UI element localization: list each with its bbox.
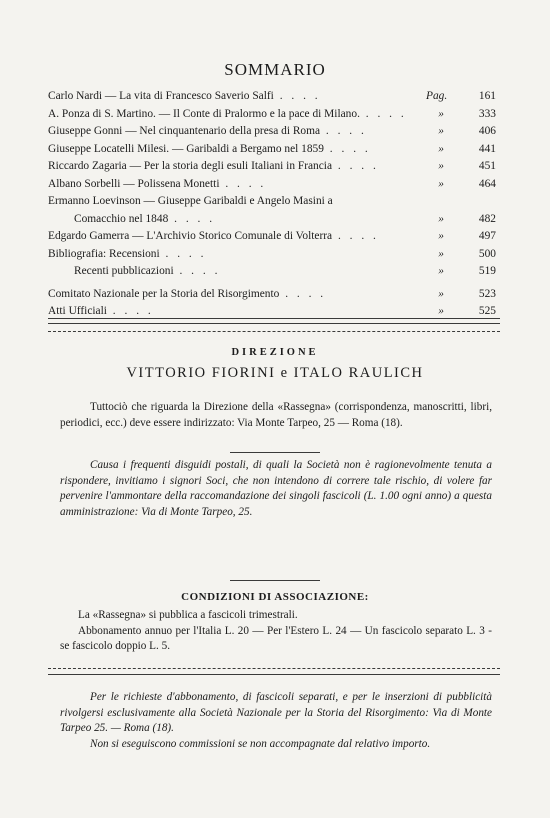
toc-entry xyxy=(48,228,496,246)
toc-entry-page: 451 xyxy=(478,160,496,172)
toc-entry xyxy=(48,158,496,176)
toc-entry-mark: » xyxy=(438,230,444,242)
toc-entry-page: 161 xyxy=(478,90,496,102)
toc-entry xyxy=(48,123,496,141)
toc-entry xyxy=(48,211,496,229)
toc-entry-page: 406 xyxy=(478,125,496,137)
toc-entry-title: Albano Sorbelli — Polissena Monetti xyxy=(48,177,220,190)
leader-dots: . . . . xyxy=(273,90,321,102)
toc-entry-title: Comitato Nazionale per la Storia del Risorgimento xyxy=(48,287,280,300)
divider xyxy=(48,674,500,675)
toc-entry-title: Bibliografia: Recensioni xyxy=(48,247,160,260)
leader-dots: . . . . xyxy=(359,107,407,120)
leader-dots: . . . . xyxy=(159,247,207,260)
direzione-heading: DIREZIONE xyxy=(231,347,319,358)
toc-entry-page: 523 xyxy=(478,287,496,300)
toc-entry-page: 497 xyxy=(478,230,496,242)
toc-entry-title: Giuseppe Locatelli Milesi. — Garibaldi a Bergamo nel 1859 xyxy=(48,142,324,155)
page-title: SOMMARIO xyxy=(224,60,326,79)
divider xyxy=(48,331,500,332)
toc-entry-page: 441 xyxy=(478,142,496,155)
toc-entry xyxy=(48,246,496,264)
toc-entry-page: 482 xyxy=(478,212,496,225)
toc-entry-mark: » xyxy=(438,160,444,172)
leader-dots: . . . . xyxy=(279,287,327,300)
toc-entry xyxy=(48,141,496,159)
toc-entry-title: Recenti pubblicazioni xyxy=(74,265,174,277)
divider xyxy=(48,318,500,319)
condizioni-text xyxy=(60,608,492,655)
toc-entry xyxy=(48,193,496,211)
toc-entry-title: Ermanno Loevinson — Giuseppe Garibaldi e Angelo Masini a xyxy=(48,195,333,207)
toc-entry-page: 464 xyxy=(478,177,496,190)
toc-entry-page: 519 xyxy=(478,265,496,277)
toc-entry xyxy=(48,263,496,281)
table-of-contents xyxy=(48,88,496,321)
condizioni-line: La «Rassegna» si pubblica a fascicoli trimestrali. xyxy=(78,609,298,621)
condizioni-heading: CONDIZIONI DI ASSOCIAZIONE: xyxy=(181,591,369,603)
toc-entry xyxy=(48,286,496,304)
toc-entry-mark: » xyxy=(438,305,444,317)
leader-dots: . . . . xyxy=(332,160,379,172)
subscription-notice xyxy=(60,690,492,752)
toc-entry-title: Giuseppe Gonni — Nel cinquantenario della presa di Roma xyxy=(48,125,321,137)
leader-dots: . . . . xyxy=(106,305,154,317)
toc-entry xyxy=(48,106,496,124)
toc-entry-title: A. Ponza di S. Martino. — Il Conte di Pralormo e la pace di Milano. xyxy=(48,107,360,120)
condizioni-line: Abbonamento annuo per l'Italia L. 20 — Per l'Estero L. 24 — Un fascicolo separato L. 3 - se fascicolo doppio L. 5. xyxy=(60,624,492,652)
toc-entry-title: Comacchio nel 1848 xyxy=(74,212,169,225)
subscription-line: Non si eseguiscono commissioni se non accompagnate dal relativo importo. xyxy=(90,737,431,750)
leader-dots: . . . . xyxy=(332,230,379,242)
toc-entry-title: Atti Ufficiali xyxy=(48,305,107,317)
toc-entry-page: 525 xyxy=(478,305,496,317)
toc-entry-mark: » xyxy=(438,247,444,260)
leader-dots: . . . . xyxy=(323,142,371,155)
toc-entry-mark: » xyxy=(438,177,444,190)
toc-entry-mark: » xyxy=(438,125,444,137)
leader-dots: . . . . xyxy=(219,177,267,190)
toc-entry-mark: » xyxy=(438,142,444,155)
toc-entry-mark: Pag. xyxy=(426,90,448,102)
toc-entry-mark: » xyxy=(438,107,444,120)
toc-entry-mark: » xyxy=(438,212,444,225)
leader-dots: . . . . xyxy=(173,265,221,277)
short-divider xyxy=(230,580,320,581)
leader-dots: . . . . xyxy=(320,125,367,137)
toc-entry xyxy=(48,176,496,194)
toc-entry-title: Riccardo Zagaria — Per la storia degli esuli Italiani in Francia xyxy=(48,160,333,172)
leader-dots: . . . . xyxy=(168,212,216,225)
toc-entry xyxy=(48,88,496,106)
short-divider xyxy=(230,452,320,453)
divider xyxy=(48,668,500,669)
direzione-notice: Tuttociò che riguarda la Direzione della «Rassegna» (corrispondenza, manoscritti, libri, periodici, ecc.) deve essere indirizzato: Via Monte Tarpeo, 25 — Roma (18). xyxy=(60,401,492,429)
toc-entry-mark: » xyxy=(438,287,444,300)
divider xyxy=(48,323,500,324)
toc-entry-page: 500 xyxy=(478,247,496,260)
toc-entry-mark: » xyxy=(438,265,444,277)
direzione-names: VITTORIO FIORINI e ITALO RAULICH xyxy=(126,365,424,381)
postal-notice: Causa i frequenti disguidi postali, di quali la Società non è ragionevolmente tenuta a rispondere, invitiamo i signori Soci, che non intendono di correre tale rischio, di volere far pervenire l'ammontare della raccomandazione dei singoli fascicoli (L. 1.00 ogni anno) a questa amministrazione: Via di Monte Tarpeo, 25. xyxy=(60,459,492,518)
toc-entry-title: Carlo Nardi — La vita di Francesco Saverio Salfi xyxy=(48,90,274,102)
toc-entry-title: Edgardo Gamerra — L'Archivio Storico Comunale di Volterra xyxy=(48,230,333,242)
toc-entry-page: 333 xyxy=(478,107,496,120)
subscription-line: Per le richieste d'abbonamento, di fascicoli separati, e per le inserzioni di pubblicità rivolgersi esclusivamente alla Società Nazionale per la Storia del Risorgimento: Via di Monte Tarpeo 25. — Roma (18). xyxy=(60,691,492,734)
